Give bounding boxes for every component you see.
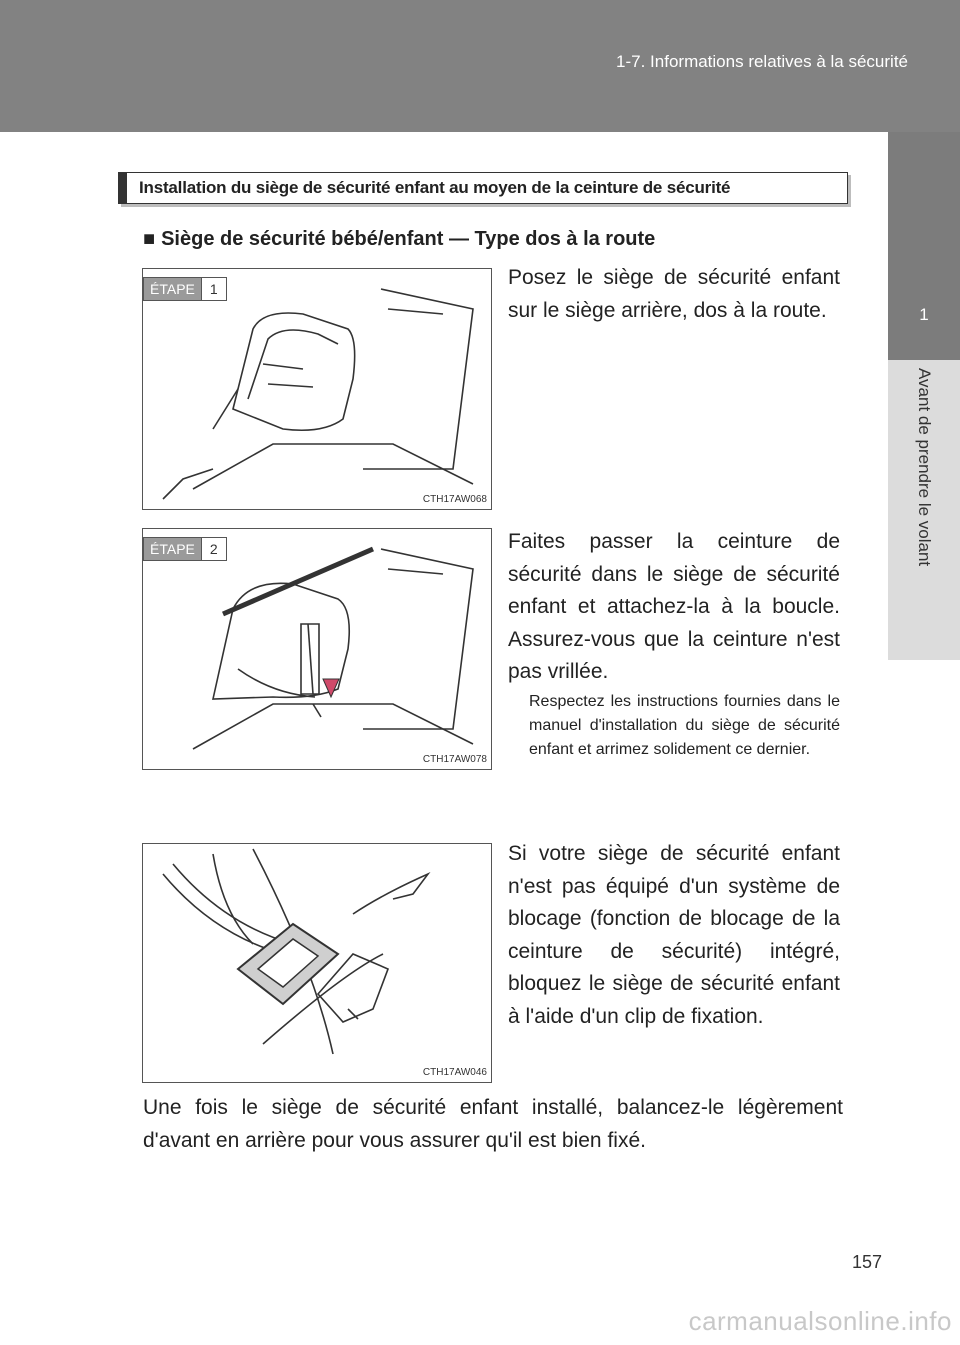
section-heading-box <box>118 172 848 204</box>
step-number: 2 <box>201 538 226 560</box>
chapter-number: 1 <box>919 305 929 324</box>
step-number: 1 <box>201 278 226 300</box>
step-2-text: Faites passer la ceinture de sécurité dans le siège de sécurité enfant et attachez-la à la boucle. Assurez-vous que la ceinture n'est pas vrillée. <box>508 530 840 684</box>
section-heading: Installation du siège de sécurité enfant au moyen de la ceinture de sécurité <box>139 178 731 197</box>
step-label: ÉTAPE <box>144 538 201 560</box>
figure-step-2 <box>142 528 492 770</box>
final-check-text: Une fois le siège de sécurité enfant installé, balancez-le légèrement d'avant en arrière pour vous assurer qu'il est bien fixé. <box>143 1096 843 1152</box>
step-badge <box>143 537 227 561</box>
page-number: 157 <box>852 1252 883 1272</box>
locking-clip-illustration <box>143 844 491 1082</box>
subheading <box>143 228 655 251</box>
watermark: carmanualsonline.info <box>688 1306 952 1336</box>
figure-locking-clip <box>142 843 492 1083</box>
step-label: ÉTAPE <box>144 278 201 300</box>
heading-bar <box>119 173 127 203</box>
chapter-tab <box>888 132 960 360</box>
figure-step-1 <box>142 268 492 510</box>
subheading-text: Siège de sécurité bébé/enfant — Type dos à la route <box>161 228 656 250</box>
locking-clip-text: Si votre siège de sécurité enfant n'est pas équipé d'un système de blocage (fonction de blocage de la ceinture de sécurité) intégré, bloquez le siège de sécurité enfant à l'aide d'un clip de fixation. <box>508 842 840 1028</box>
figure-code: CTH17AW046 <box>422 1067 487 1078</box>
step-1-text: Posez le siège de sécurité enfant sur le siège arrière, dos à la route. <box>508 266 840 322</box>
figure-code: CTH17AW068 <box>422 494 487 505</box>
installation-note: Respectez les instructions fournies dans le manuel d'installation du siège de sécurité enfant et arrimez solidement ce dernier. <box>529 693 840 758</box>
child-seat-rear-facing-illustration <box>143 269 491 509</box>
step-badge <box>143 277 227 301</box>
figure-code: CTH17AW078 <box>422 754 487 765</box>
square-bullet-icon: ■ <box>143 228 156 250</box>
chapter-title: Avant de prendre le volant <box>915 368 934 567</box>
section-title: 1-7. Informations relatives à la sécurité <box>616 52 908 71</box>
seatbelt-through-child-seat-illustration <box>143 529 491 769</box>
